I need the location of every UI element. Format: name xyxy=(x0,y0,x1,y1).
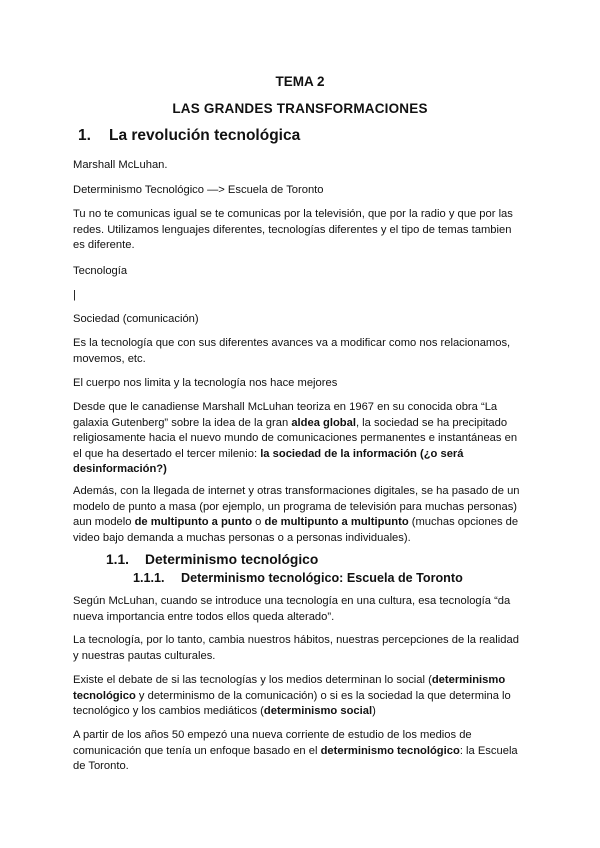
section-1-1-1-heading xyxy=(133,571,463,585)
text-run: Además, con la llegada de internet y otras transformaciones digitales, se ha pasado de un modelo de punto a masa (por ejemplo, un programa de televisión para muchas personas) aun modelo xyxy=(73,485,520,528)
text-run: (muchas opciones de video bajo demanda a muchas personas o a personas individuales). xyxy=(73,516,519,544)
text-run: , la sociedad se ha precipitado religiosamente hacia el nuevo mundo de comunicaciones permanentes e instantáneas en el que ha desertado el tercer milenio: xyxy=(73,416,518,460)
paragraph-es-la: Es la tecnología que con sus diferentes avances va a modificar como nos relacionamos, movemos, etc. xyxy=(73,337,511,365)
paragraph-cuerpo: El cuerpo nos limita y la tecnología nos hace mejores xyxy=(73,377,338,389)
paragraph-mcluhan: Marshall McLuhan. xyxy=(73,159,168,171)
text-run: Existe el debate de si las tecnologías y los medios determinan lo social ( xyxy=(73,674,432,686)
bold-determinismo-tecnologico-2: determinismo tecnológico xyxy=(320,744,460,757)
bold-determinismo-tecnologico: determinismo tecnológico xyxy=(73,674,506,702)
paragraph-sociedad: Sociedad (comunicación) xyxy=(73,313,199,325)
paragraph-ademas xyxy=(73,484,525,546)
paragraph-determinismo: Determinismo Tecnológico —> Escuela de Toronto xyxy=(73,184,324,196)
text-run: ) xyxy=(372,705,376,717)
text-run: : la Escuela de Toronto. xyxy=(73,744,518,772)
paragraph-tecnologia: Tecnología xyxy=(73,265,128,277)
bold-aldea-global: aldea global xyxy=(291,416,356,429)
paragraph-segun: Según McLuhan, cuando se introduce una tecnología en una cultura, esa tecnología “da nueva importancia entre todos ellos queda alterado”. xyxy=(73,595,511,623)
paragraph-tu-no: Tu no te comunicas igual se te comunicas por la televisión, que por la radio y que por las redes. Utilizamos lenguajes diferentes, tecnologías diferentes y el tipo de temas tambien es diferente. xyxy=(73,208,513,251)
text-run: y determinismo de la comunicación) o si es la sociedad la que determina lo tecnológico y los cambios mediáticos ( xyxy=(73,689,511,717)
paragraph-la-tecnologia: La tecnología, por lo tanto, cambia nuestros hábitos, nuestras percepciones de la realidad y nuestras pautas culturales. xyxy=(73,634,519,662)
vertical-bar: | xyxy=(73,289,76,301)
section-1-title: La revolución tecnológica xyxy=(109,127,301,144)
bold-determinismo-social: determinismo social xyxy=(263,705,373,717)
text-run: Desde que le canadiense Marshall McLuhan teoriza en 1967 en su conocida obra “La galaxia Gutenberg” sobre la idea de la gran xyxy=(73,401,498,429)
bold-sociedad-informacion: la sociedad de la información (¿o será desinformación?) xyxy=(73,447,464,475)
section-1-1-title: Determinismo tecnológico xyxy=(145,552,319,567)
paragraph-desde xyxy=(73,400,525,478)
text-run: o xyxy=(252,516,265,528)
document-title: LAS GRANDES TRANSFORMACIONES xyxy=(172,101,428,116)
paragraph-a-partir xyxy=(73,728,525,775)
section-1-heading xyxy=(78,127,300,145)
text-run: A partir de los años 50 empezó una nueva corriente de estudio de los medios de comunicación que tenía un enfoque basado en el xyxy=(73,729,472,757)
section-1-1-heading xyxy=(106,552,318,567)
section-1-number: 1. xyxy=(78,127,91,144)
bold-multipunto-punto: de multipunto a punto xyxy=(134,516,253,528)
section-1-1-1-title: Determinismo tecnológico: Escuela de Toronto xyxy=(181,571,463,585)
paragraph-existe xyxy=(73,673,525,720)
section-1-1-1-number: 1.1.1. xyxy=(133,571,165,585)
bold-multipunto-multipunto: de multipunto a multipunto xyxy=(264,516,409,528)
section-1-1-number: 1.1. xyxy=(106,552,130,567)
tema-label: TEMA 2 xyxy=(275,74,325,89)
